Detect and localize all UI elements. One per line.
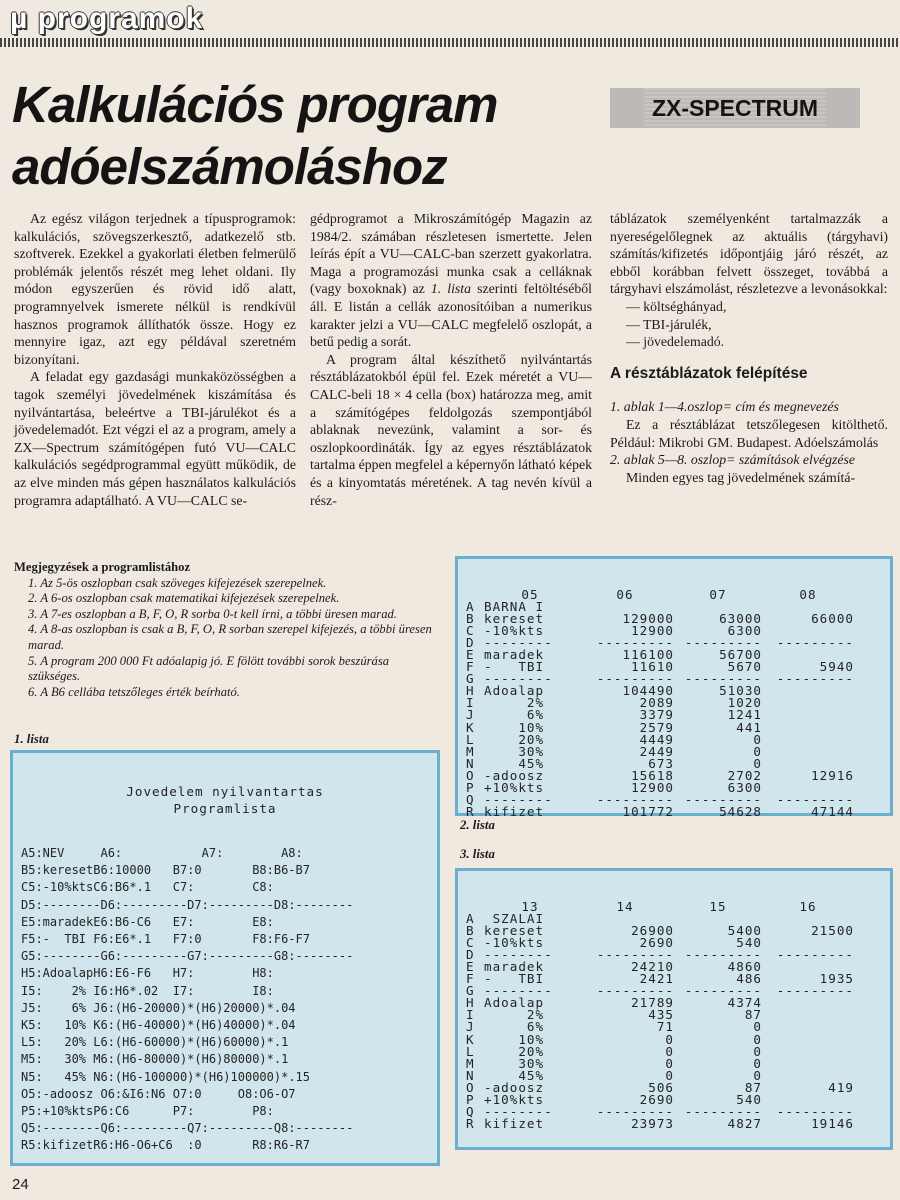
- value-cell: ---------: [684, 791, 762, 807]
- value-cell: 6300: [727, 779, 762, 795]
- text: szerinti feltöltéséből áll. E listán a cellák azonosítóiban a numerikus karakter jelzi a VU—CALC megfelelő oszlopát, a betű pedig a sorát.: [310, 281, 592, 350]
- value-cell: 51030: [719, 683, 762, 699]
- value-cell: [762, 1046, 854, 1058]
- row-caption-cell: maradek: [484, 959, 545, 975]
- value-cell: 506: [648, 1079, 674, 1095]
- paragraph: [310, 210, 592, 351]
- value-cell: ---------: [596, 1103, 674, 1119]
- value-cell: 435: [648, 1007, 674, 1023]
- row-caption-cell: +10%kts: [484, 1091, 545, 1107]
- row-label: J: [466, 707, 475, 723]
- row-caption-cell: Adoalap: [484, 683, 545, 699]
- row-caption-cell: --------: [484, 983, 553, 999]
- section-logo: µ programok: [10, 2, 204, 35]
- row-caption-cell: --------: [484, 671, 553, 687]
- list-item: — költséghányad,: [626, 298, 727, 314]
- row-label: D: [466, 635, 475, 651]
- row-label: L: [466, 1043, 475, 1059]
- listing-title: [13, 783, 437, 817]
- value-cell: 4374: [727, 995, 762, 1011]
- row-caption-cell: --------: [484, 1103, 553, 1119]
- value-cell: 47144: [811, 803, 854, 819]
- row-caption-cell: kereset: [484, 923, 545, 939]
- column-header: 06: [616, 587, 634, 602]
- list-item: — jövedelemadó.: [626, 334, 725, 350]
- value-cell: ---------: [776, 947, 854, 963]
- row-label: C: [466, 935, 475, 951]
- value-cell: 0: [753, 1019, 762, 1035]
- row-caption-cell: - TBI: [484, 659, 545, 675]
- listing-title-line: Programlista: [173, 801, 277, 816]
- value-cell: 486: [736, 971, 762, 987]
- row-label: H: [466, 683, 475, 699]
- window-2-heading: 2. ablak 5—8. oszlop= számítások elvégzése: [610, 452, 855, 468]
- column-header: 07: [709, 587, 727, 602]
- row-label: B: [466, 611, 475, 627]
- row-label: N: [466, 755, 475, 771]
- column-header: 08: [799, 587, 817, 602]
- program-notes: [14, 560, 444, 700]
- row-caption-cell: 30%: [484, 743, 545, 759]
- value-cell: 12916: [811, 767, 854, 783]
- row-caption-cell: +10%kts: [484, 779, 545, 795]
- title-line-1: Kalkulációs program: [12, 76, 498, 133]
- value-cell: 104490: [622, 683, 674, 699]
- row-caption-cell: 2%: [484, 695, 545, 711]
- value-cell: 19146: [811, 1115, 854, 1131]
- row-caption-cell: --------: [484, 635, 553, 651]
- value-cell: 0: [753, 743, 762, 759]
- value-cell: ---------: [596, 791, 674, 807]
- paragraph: A feladat egy gazdasági munkaközösségben a tagok személyi jövedelmének kiszámítása és nyilvántartása, beleértve a TBI-járulékot és a jövedelemadót. Ezt végzi el az a program, amely a ZX—Spectrum számítógépen futó VU—CALC kalkulációs segédprogrammal együtt működik, de az elve minden más gépen használatos kalkulációs programra adaptálható. A VU—CALC se-: [14, 369, 296, 508]
- platform-badge: [610, 88, 860, 128]
- value-cell: 2449: [639, 743, 674, 759]
- row-caption-cell: Adoalap: [484, 995, 545, 1011]
- row-label: K: [466, 1031, 475, 1047]
- listing-row: H5:AdoalapH6:E6-F6 H7: H8:: [21, 966, 274, 981]
- value-cell: ---------: [684, 1103, 762, 1119]
- column-header: 16: [799, 899, 817, 914]
- value-cell: [762, 697, 854, 709]
- row-label: I: [466, 695, 475, 711]
- row-label: C: [466, 623, 475, 639]
- value-cell: ---------: [684, 947, 762, 963]
- paragraph: Az egész világon terjednek a típusprogramok: kalkulációs, szövegszerkesztő, adatkezelő stb. szoftverek. Ezekkel a gyakorlati életben felmerülő problémák jelentős részét meg lehet oldani. Ily módon egyszerűen és rövid idő alatt, programnyelvek ismerete nélkül is rendkívül hasznos programok állíthatók össze. Hogy ez mennyire igaz, azt egy példával szeretném bizonyítani.: [14, 211, 296, 367]
- row-caption-cell: 2%: [484, 1007, 545, 1023]
- row-caption-cell: --------: [484, 947, 553, 963]
- note-line: 5. A program 200 000 Ft adóalapig jó. E fölött további sorok beszúrása szükséges.: [28, 653, 390, 684]
- listing-row: A5:NEV A6: A7: A8:: [21, 846, 303, 860]
- row-label: N: [466, 1067, 475, 1083]
- value-cell: 15618: [631, 767, 674, 783]
- row-caption-cell: 45%: [484, 755, 545, 771]
- listing-row: C5:-10%ktsC6:B6*.1 C7: C8:: [21, 880, 274, 895]
- value-cell: [762, 722, 854, 734]
- value-cell: ---------: [596, 671, 674, 687]
- row-label: K: [466, 719, 475, 735]
- row-caption-cell: SZALAI: [484, 911, 545, 927]
- value-cell: 23973: [631, 1115, 674, 1131]
- value-cell: 0: [753, 1031, 762, 1047]
- value-cell: 1020: [727, 695, 762, 711]
- row-caption-cell: -10%kts: [484, 935, 545, 951]
- value-cell: ---------: [684, 671, 762, 687]
- caption-list-3: 3. lista: [460, 847, 495, 861]
- row-caption-cell: 6%: [484, 1019, 545, 1035]
- value-cell: [762, 746, 854, 758]
- listing-row: R5:kifizetR6:H6-O6+C6 :0 R8:R6-R7: [21, 1138, 310, 1153]
- value-cell: 21500: [811, 923, 854, 939]
- listing-row: E5:maradekE6:B6-C6 E7: E8:: [21, 914, 274, 929]
- value-cell: [762, 1021, 854, 1033]
- row-caption-cell: 6%: [484, 707, 545, 723]
- value-cell: ---------: [596, 983, 674, 999]
- row-label: O: [466, 767, 475, 783]
- value-cell: 2579: [639, 719, 674, 735]
- spreadsheet-table: [458, 901, 854, 1130]
- value-cell: 0: [753, 1055, 762, 1071]
- value-cell: ---------: [596, 635, 674, 651]
- value-cell: 71: [656, 1019, 674, 1035]
- row-caption-cell: kifizet: [484, 803, 545, 819]
- value-cell: 4860: [727, 959, 762, 975]
- row-label: D: [466, 947, 475, 963]
- value-cell: 63000: [719, 611, 762, 627]
- subheading: A résztáblázatok felépítése: [610, 364, 808, 382]
- column-header: 13: [521, 899, 539, 914]
- value-cell: 5670: [727, 659, 762, 675]
- notes-heading: Megjegyzések a programlistához: [14, 560, 191, 574]
- value-cell: 101772: [622, 803, 674, 819]
- page-number: 24: [12, 1176, 29, 1193]
- row-label: P: [466, 1091, 475, 1107]
- row-label: R: [466, 1115, 475, 1131]
- row-caption-cell: BARNA I: [484, 599, 545, 615]
- row-label: M: [466, 743, 475, 759]
- row-label: E: [466, 959, 475, 975]
- paragraph: Minden egyes tag jövedelmének számítá-: [626, 469, 856, 485]
- row-label: G: [466, 671, 475, 687]
- listing-row: O5:-adoosz O6:&I6:N6 O7:0 O8:O6-O7: [21, 1086, 296, 1101]
- paragraph: A program által készíthető nyilvántartás résztáblázatokból épül fel. Ezek méretét a VU—CALC-beli 18 × 4 cella (box) határozza meg, amit a számítógépes feldolgozás szempontjából ablaknak nevezünk, valamint a sor- és oszlopkoordináták. Így az egyes résztáblázatok tartalma éppen megfelel a képernyőn látható képek és a kinyomtatás méretének. A tag nevén kívül a rész-: [310, 351, 592, 508]
- table-row: [458, 806, 854, 818]
- value-cell: 26900: [631, 923, 674, 939]
- value-cell: [762, 685, 854, 697]
- row-label: B: [466, 923, 475, 939]
- value-cell: 0: [753, 731, 762, 747]
- value-cell: 673: [648, 755, 674, 771]
- header-rule: [0, 38, 900, 47]
- listing-rows: [13, 845, 437, 1155]
- value-cell: 12900: [631, 623, 674, 639]
- listing-row: K5: 10% K6:(H6-40000)*(H6)40000)*.04: [21, 1018, 296, 1033]
- value-cell: 2690: [639, 1091, 674, 1107]
- listing-row: B5:keresetB6:10000 B7:0 B8:B6-B7: [21, 863, 310, 878]
- value-cell: 0: [753, 1043, 762, 1059]
- value-cell: 0: [665, 1067, 674, 1083]
- value-cell: 0: [665, 1031, 674, 1047]
- note-line: 4. A 8-as oszlopban is csak a B, F, O, R sorban szerepel kifejezés, a többi üresen marad.: [28, 622, 432, 652]
- value-cell: 0: [753, 755, 762, 771]
- row-label: A: [466, 911, 475, 927]
- row-label: G: [466, 983, 475, 999]
- value-cell: 11610: [631, 659, 674, 675]
- value-cell: 1241: [727, 707, 762, 723]
- row-caption-cell: --------: [484, 791, 553, 807]
- value-cell: 66000: [811, 611, 854, 627]
- value-cell: 5400: [727, 923, 762, 939]
- value-cell: 419: [828, 1079, 854, 1095]
- value-cell: 540: [736, 935, 762, 951]
- value-cell: 4449: [639, 731, 674, 747]
- row-label: F: [466, 971, 475, 987]
- value-cell: ---------: [776, 671, 854, 687]
- listing-row: F5:- TBI F6:E6*.1 F7:0 F8:F6-F7: [21, 932, 310, 947]
- caption-list-1: 1. lista: [14, 732, 49, 746]
- row-caption-cell: kifizet: [484, 1115, 545, 1131]
- row-label: L: [466, 731, 475, 747]
- row-label: E: [466, 647, 475, 663]
- value-cell: ---------: [684, 983, 762, 999]
- listing-row: P5:+10%ktsP6:C6 P7: P8:: [21, 1104, 274, 1119]
- value-cell: 4827: [727, 1115, 762, 1131]
- paragraph: Ez a résztáblázat tetszőlegesen kitölthető. Például: Mikrobi GM. Budapest. Adóelszámolás: [610, 416, 888, 450]
- value-cell: 21789: [631, 995, 674, 1011]
- column-header: 15: [709, 899, 727, 914]
- value-cell: 3379: [639, 707, 674, 723]
- text-column-1: [14, 210, 296, 509]
- value-cell: 2089: [639, 695, 674, 711]
- row-caption-cell: 20%: [484, 731, 545, 747]
- row-caption-cell: kereset: [484, 611, 545, 627]
- row-caption-cell: -10%kts: [484, 623, 545, 639]
- paragraph: táblázatok személyenként tartalmazzák a nyereségelőlegnek az aktuális (tárgyhavi) számítás/kifizetés időpontjáig járó részét, az ebből korábban felvett összeget, továbbá a tárgyhavi elszámolást, részletezve a levonásokkal:: [610, 211, 888, 297]
- row-caption-cell: 30%: [484, 1055, 545, 1071]
- value-cell: 441: [736, 719, 762, 735]
- row-label: Q: [466, 791, 475, 807]
- listing-row: M5: 30% M6:(H6-80000)*(H6)80000)*.1: [21, 1052, 289, 1067]
- listing-row: N5: 45% N6:(H6-100000)*(H6)100000)*.15: [21, 1069, 310, 1084]
- window-1-heading: 1. ablak 1—4.oszlop= cím és megnevezés: [610, 399, 839, 415]
- listing-row: Q5:--------Q6:---------Q7:---------Q8:--------: [21, 1121, 354, 1136]
- row-label: R: [466, 803, 475, 819]
- row-label: O: [466, 1079, 475, 1095]
- value-cell: 2690: [639, 935, 674, 951]
- value-cell: 87: [744, 1079, 762, 1095]
- row-caption-cell: maradek: [484, 647, 545, 663]
- table-row: [458, 1118, 854, 1130]
- value-cell: [762, 734, 854, 746]
- text-column-2: [310, 210, 592, 509]
- article-title: [12, 74, 498, 198]
- listing-title-line: Jovedelem nyilvantartas: [126, 784, 324, 799]
- text: gédprogramot a Mikroszámítógép Magazin az 1984/2. számában részletesen ismertette. Jelen leírás épít a VU—CALC-ban szerzett gyakorlatra. Maga a programozási munka csak a celláknak (vagy boxoknak) az: [310, 211, 592, 297]
- value-cell: [762, 1034, 854, 1046]
- column-header: 05: [521, 587, 539, 602]
- value-cell: ---------: [776, 791, 854, 807]
- value-cell: 87: [744, 1007, 762, 1023]
- value-cell: 2702: [727, 767, 762, 783]
- value-cell: [762, 709, 854, 721]
- row-label: I: [466, 1007, 475, 1023]
- list-item: — TBI-járulék,: [626, 316, 712, 332]
- value-cell: ---------: [776, 983, 854, 999]
- row-label: Q: [466, 1103, 475, 1119]
- spreadsheet-table: [458, 589, 854, 818]
- text-column-3: [610, 210, 888, 486]
- program-listing-1: [10, 750, 440, 1166]
- row-caption-cell: 10%: [484, 719, 545, 735]
- value-cell: ---------: [776, 1103, 854, 1119]
- value-cell: [762, 997, 854, 1009]
- value-cell: [762, 1058, 854, 1070]
- note-line: 6. A B6 cellába tetszőleges érték beírható.: [28, 684, 240, 699]
- value-cell: 6300: [727, 623, 762, 639]
- row-caption-cell: -adoosz: [484, 767, 545, 783]
- row-label: P: [466, 779, 475, 795]
- title-line-2: adóelszámoláshoz: [12, 138, 447, 195]
- value-cell: ---------: [684, 635, 762, 651]
- spreadsheet-listing-2: [455, 556, 893, 819]
- note-line: 3. A 7-es oszlopban a B, F, O, R sorba 0-t kell írni, a többi üresen marad.: [28, 606, 397, 621]
- row-label: J: [466, 1019, 475, 1035]
- note-line: 1. Az 5-ös oszlopban csak szöveges kifejezések szerepelnek.: [28, 575, 327, 590]
- row-caption-cell: 20%: [484, 1043, 545, 1059]
- spreadsheet-listing-3: [455, 868, 893, 1150]
- value-cell: [762, 1009, 854, 1021]
- row-caption-cell: 10%: [484, 1031, 545, 1047]
- column-header: 14: [616, 899, 634, 914]
- note-line: 2. A 6-os oszlopban csak matematikai kifejezések szerepelnek.: [28, 591, 340, 606]
- value-cell: 116100: [622, 647, 674, 663]
- value-cell: 12900: [631, 779, 674, 795]
- row-label: A: [466, 599, 475, 615]
- row-caption-cell: -adoosz: [484, 1079, 545, 1095]
- value-cell: 0: [665, 1055, 674, 1071]
- platform-badge-label: ZX-SPECTRUM: [644, 88, 826, 128]
- value-cell: ---------: [776, 635, 854, 651]
- list-reference: 1. lista: [430, 281, 472, 297]
- value-cell: 0: [665, 1043, 674, 1059]
- listing-row: I5: 2% I6:H6*.02 I7: I8:: [21, 983, 274, 998]
- listing-row: D5:--------D6:---------D7:---------D8:--------: [21, 897, 354, 912]
- row-caption-cell: - TBI: [484, 971, 545, 987]
- value-cell: 2421: [639, 971, 674, 987]
- row-label: H: [466, 995, 475, 1011]
- value-cell: 540: [736, 1091, 762, 1107]
- row-label: F: [466, 659, 475, 675]
- value-cell: 24210: [631, 959, 674, 975]
- value-cell: ---------: [596, 947, 674, 963]
- caption-list-2: 2. lista: [460, 818, 495, 832]
- value-cell: 54628: [719, 803, 762, 819]
- listing-row: G5:--------G6:---------G7:---------G8:--------: [21, 949, 354, 964]
- value-cell: 1935: [819, 971, 854, 987]
- value-cell: 5940: [819, 659, 854, 675]
- value-cell: 56700: [719, 647, 762, 663]
- row-label: M: [466, 1055, 475, 1071]
- listing-row: L5: 20% L6:(H6-60000)*(H6)60000)*.1: [21, 1035, 289, 1050]
- value-cell: 129000: [622, 611, 674, 627]
- listing-row: J5: 6% J6:(H6-20000)*(H6)20000)*.04: [21, 1000, 296, 1015]
- value-cell: 0: [753, 1067, 762, 1083]
- row-caption-cell: 45%: [484, 1067, 545, 1083]
